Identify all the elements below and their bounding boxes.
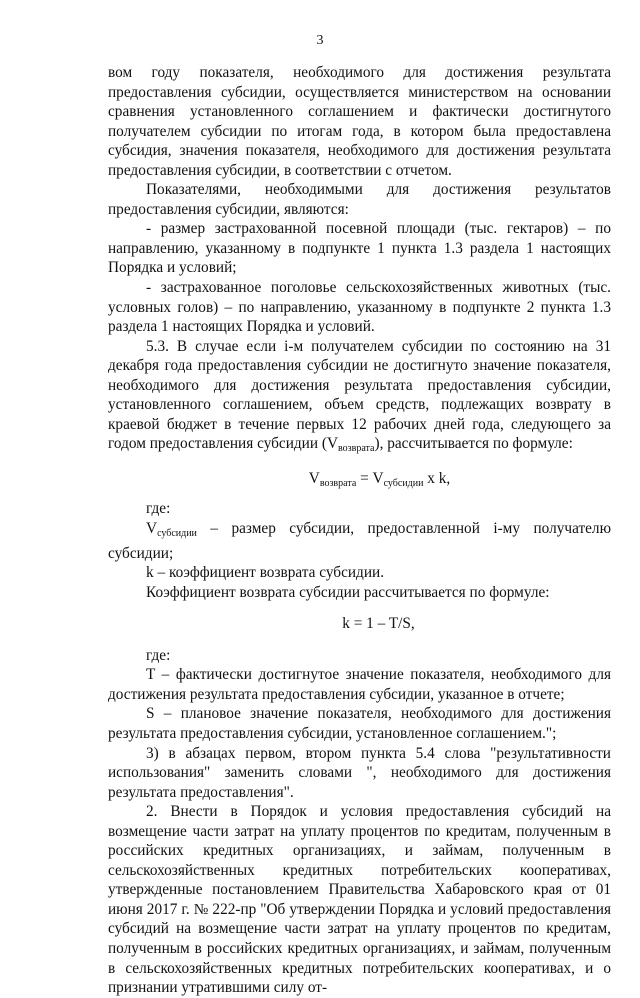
paragraph-indicators-intro: Показателями, необходимыми для достижения результатов предоставления субсидии, являются:	[108, 181, 611, 218]
paragraph-item-2: 2. Внести в Порядок и условия предоставления субсидий на возмещение части затрат на уплату процентов по кредитам, полученным в российских кредитных организациях, и займам, полученным в сельскохозяйственных кредитных потребительских кооперативах, утвержденные постановлением Правительства Хабаровского края от 01 июня 2017 г. № 222-пр "Об утверждении Порядка и условий предоставления субсидий на возмещение части затрат на уплату процентов по кредитам, полученным в российских кредитных организациях, и займам, полученным в сельскохозяйственных кредитных потребительских кооперативах, и о признании утратившими силу от-	[108, 803, 611, 997]
paragraph-5-3-subscript: возврата	[338, 443, 375, 455]
paragraph-insured-livestock: - застрахованное поголовье сельскохозяйственных животных (тыс. условных голов) – по направлению, указанному в подпункте 2 пункта 1.3 раздела 1 настоящих Порядка и условий.	[108, 279, 611, 336]
paragraph-item-3: 3) в абзацах первом, втором пункта 5.4 слова "результативности использования" заменить словами ", необходимого для достижения результата предоставления".	[108, 744, 611, 801]
paragraph-5-3-text: 5.3. В случае если i-м получателем субсидии по состоянию на 31 декабря года предоставления субсидии не достигнуто значение показателя, необходимого для достижения результата предоставления субсидии, установленного соглашением, объем средств, подлежащих возврату в краевой бюджет в течение первых 12 рабочих дней года, следующего за годом предоставления субсидии (V	[108, 337, 611, 453]
paragraph-continuation: вом году показателя, необходимого для достижения результата предоставления субсидии, осуществляется министерством на основании сравнения установленного соглашением и фактически достигнутого получателем субсидии по итогам года, в котором была предоставлена субсидия, значения показателя, необходимого для достижения результата предоставления субсидии, в соответствии с отчетом.	[108, 64, 611, 179]
formula-v-return-sub: возврата	[319, 477, 357, 489]
paragraph-coefficient: Коэффициент возврата субсидии рассчитывается по формуле:	[146, 583, 550, 601]
formula-times-k: x k,	[423, 469, 451, 487]
page-number: 3	[316, 33, 324, 48]
formula-v-return: V	[308, 469, 320, 487]
definition-v-sub: субсидии	[157, 528, 197, 540]
formula-coefficient: k = 1 – T/S,	[342, 615, 415, 633]
document-body	[108, 63, 611, 998]
paragraph-5-3-tail: ), рассчитывается по формуле:	[374, 435, 573, 453]
definition-s: S – плановое значение показателя, необходимого для достижения результата предоставления субсидии, установленное соглашением.";	[108, 705, 611, 742]
definition-k: k – коэффициент возврата субсидии.	[146, 564, 385, 582]
paragraph-5-3	[108, 337, 611, 459]
where-label-1: где:	[146, 500, 171, 518]
definition-v-text: – размер субсидии, предоставленной i-му получателю субсидии;	[108, 520, 611, 562]
formula-return-amount	[108, 469, 611, 494]
formula-v-subsidy-sub: субсидии	[383, 477, 424, 489]
where-label-2: где:	[146, 646, 171, 664]
definition-t: T – фактически достигнутое значение показателя, необходимого для достижения результата предоставления субсидии, указанное в отчете;	[108, 666, 611, 703]
definition-v: V	[146, 520, 158, 538]
definition-v-subsidy	[108, 519, 611, 563]
formula-equals-v: = V	[356, 469, 384, 487]
paragraph-insured-area: - размер застрахованной посевной площади (тыс. гектаров) – по направлению, указанному в подпункте 1 пункта 1.3 раздела 1 настоящих Порядка и условий;	[108, 220, 611, 277]
